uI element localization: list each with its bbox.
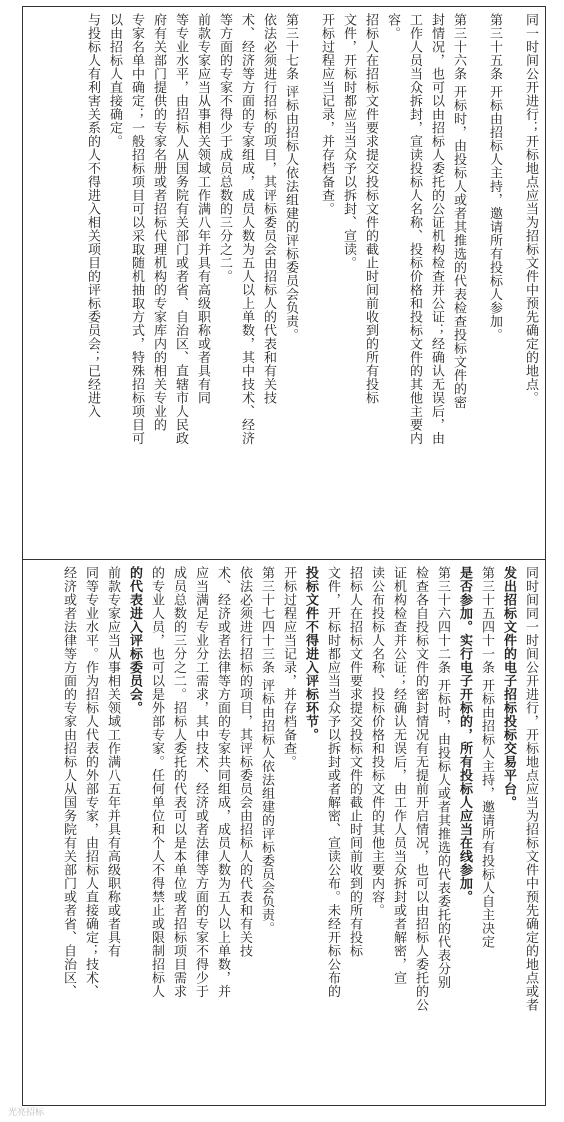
top-text-line: 第三十六条 开标时，由投标人或者其推选的代表检查投标文件的密 bbox=[451, 13, 466, 410]
top-text-line: 第三十五条 开标由招标人主持，邀请所有投标人参加。 bbox=[487, 13, 502, 342]
bottom-text-line: 第三十六四十二条 开标时，由投标人或者其推选的代表委托的代表分别 bbox=[435, 566, 450, 990]
top-text-line: 术、经济等方面的专家组成，成员人数为五人以上单数，其中技术、经济 bbox=[239, 13, 254, 445]
revised-text-section bbox=[23, 559, 545, 1105]
original-text-columns bbox=[27, 13, 541, 553]
bottom-text-line: 第三十五四十一条 开标由招标人主持，邀请所有投标人自主决定 bbox=[479, 566, 494, 949]
top-text-line: 府有关部门提供的专家名册或者招标代理机构的专家库内的相关专业的 bbox=[151, 13, 166, 432]
top-text-line bbox=[301, 13, 315, 553]
top-text-line: 工作人员当众拆封，宣读投标人名称、投标价格和投标文件的其他主要内 bbox=[407, 13, 422, 445]
top-text-line: 专家名单中确定；一般招标项目可以采取随机抽取方式，特殊招标项目可 bbox=[129, 13, 144, 445]
top-text-line: 等方面的专家不得少于成员总数的三分之二。 bbox=[217, 13, 232, 283]
top-text-line: 以由招标人直接确定。 bbox=[107, 13, 122, 148]
top-text-line: 开标过程应当记录，并存档备查。 bbox=[319, 13, 334, 216]
bottom-text-line: 术、经济或者法律等方面的专家共同组成，成员人数为五人以上单数，并 bbox=[215, 566, 230, 998]
bottom-text-line: 第三十七四十三条 评标由招标人依法组建的评标委员会负责。 bbox=[259, 566, 274, 936]
bottom-text-line: 成员总数的三分之二。招标人委托的代表可以是本单位或者招标项目需求 bbox=[171, 566, 186, 998]
bottom-text-line: 招标人在招标文件要求提交投标文件的截止时间前收到的所有投标 bbox=[347, 566, 362, 958]
bottom-text-line: 同时间同一时间公开进行，开标地点应当为招标文件中预先确定的地点或者 bbox=[523, 566, 538, 1012]
top-text-line: 文件，开标时都应当当众予以拆封、宣读。 bbox=[341, 13, 356, 270]
comparison-table bbox=[22, 6, 546, 1106]
top-text-line bbox=[505, 13, 519, 553]
bottom-text-line: 投标文件不得进入评标环节。 bbox=[303, 566, 318, 742]
revised-text-columns bbox=[27, 566, 541, 1099]
original-text-section bbox=[23, 7, 545, 559]
bottom-text-line: 是否参加。实行电子开标的，所有投标人应当在线参加。 bbox=[457, 566, 472, 904]
top-text-line: 同一时间公开进行；开标地点应当为招标文件中预先确定的地点。 bbox=[523, 13, 538, 405]
bottom-text-line: 依法必须进行招标的项目，其评标委员会由招标人的代表和有关技 bbox=[237, 566, 252, 958]
bottom-text-line: 发出招标文件的电子招标投标交易平台。 bbox=[501, 566, 516, 809]
top-text-line: 依法必须进行招标的项目，其评标委员会由招标人的代表和有关技 bbox=[261, 13, 276, 405]
top-text-line: 前款专家应当从事相关领域工作满八年并具有高级职称或者具有同 bbox=[195, 13, 210, 405]
bottom-text-line: 前款专家应当从事相关领域工作满八五年并具有高级职称或者具有 bbox=[105, 566, 120, 958]
watermark: 光亮招标 bbox=[8, 1108, 45, 1118]
bottom-text-line: 应当满足专业分工需求，其中技术、经济或者法律等方面的专家不得少于 bbox=[193, 566, 208, 998]
bottom-text-line: 的专业人员，也可以是外部专家。任何单位和个人不得禁止或限制招标人 bbox=[149, 566, 164, 998]
bottom-text-line: 的代表进入评标委员会。 bbox=[127, 566, 142, 715]
bottom-text-line: 开标过程应当记录，并存档备查。 bbox=[281, 566, 296, 769]
bottom-text-line: 检查各自投标文件的密封情况有无提前开启情况，也可以由招标人委托的公 bbox=[413, 566, 428, 1012]
top-text-line: 与投标人有利害关系的人不得进入相关项目的评标委员会；已经进入 bbox=[85, 13, 100, 418]
top-text-line: 第三十七条 评标由招标人依法组建的评标委员会负责。 bbox=[283, 13, 298, 342]
bottom-text-line: 同等专业水平。作为招标人代表的外部专家，由招标人直接确定；技术、 bbox=[83, 566, 98, 998]
top-text-line: 容。 bbox=[385, 13, 400, 40]
top-text-line: 等专业水平，由招标人从国务院有关部门或者省、自治区、直辖市人民政 bbox=[173, 13, 188, 445]
top-text-line: 招标人在招标文件要求提交投标文件的截止时间前收到的所有投标 bbox=[363, 13, 378, 405]
bottom-text-line: 经济或者法律等方面的专家由招标人从国务院有关部门或者省、自治区、 bbox=[61, 566, 76, 998]
bottom-text-line: 证机构检查并公证；经确认无误后，由工作人员当众拆封或者解密，宣 bbox=[391, 566, 406, 985]
top-text-line bbox=[469, 13, 483, 553]
top-text-line: 封情况，也可以由招标人委托的公证机构检查并公证；经确认无误后，由 bbox=[429, 13, 444, 445]
bottom-text-line: 文件，开标时都应当当众予以拆封或者解密、宣读公布。未经开标公布的 bbox=[325, 566, 340, 998]
bottom-text-line: 读公布投标人名称、投标价格和投标文件的其他主要内容。 bbox=[369, 566, 384, 917]
